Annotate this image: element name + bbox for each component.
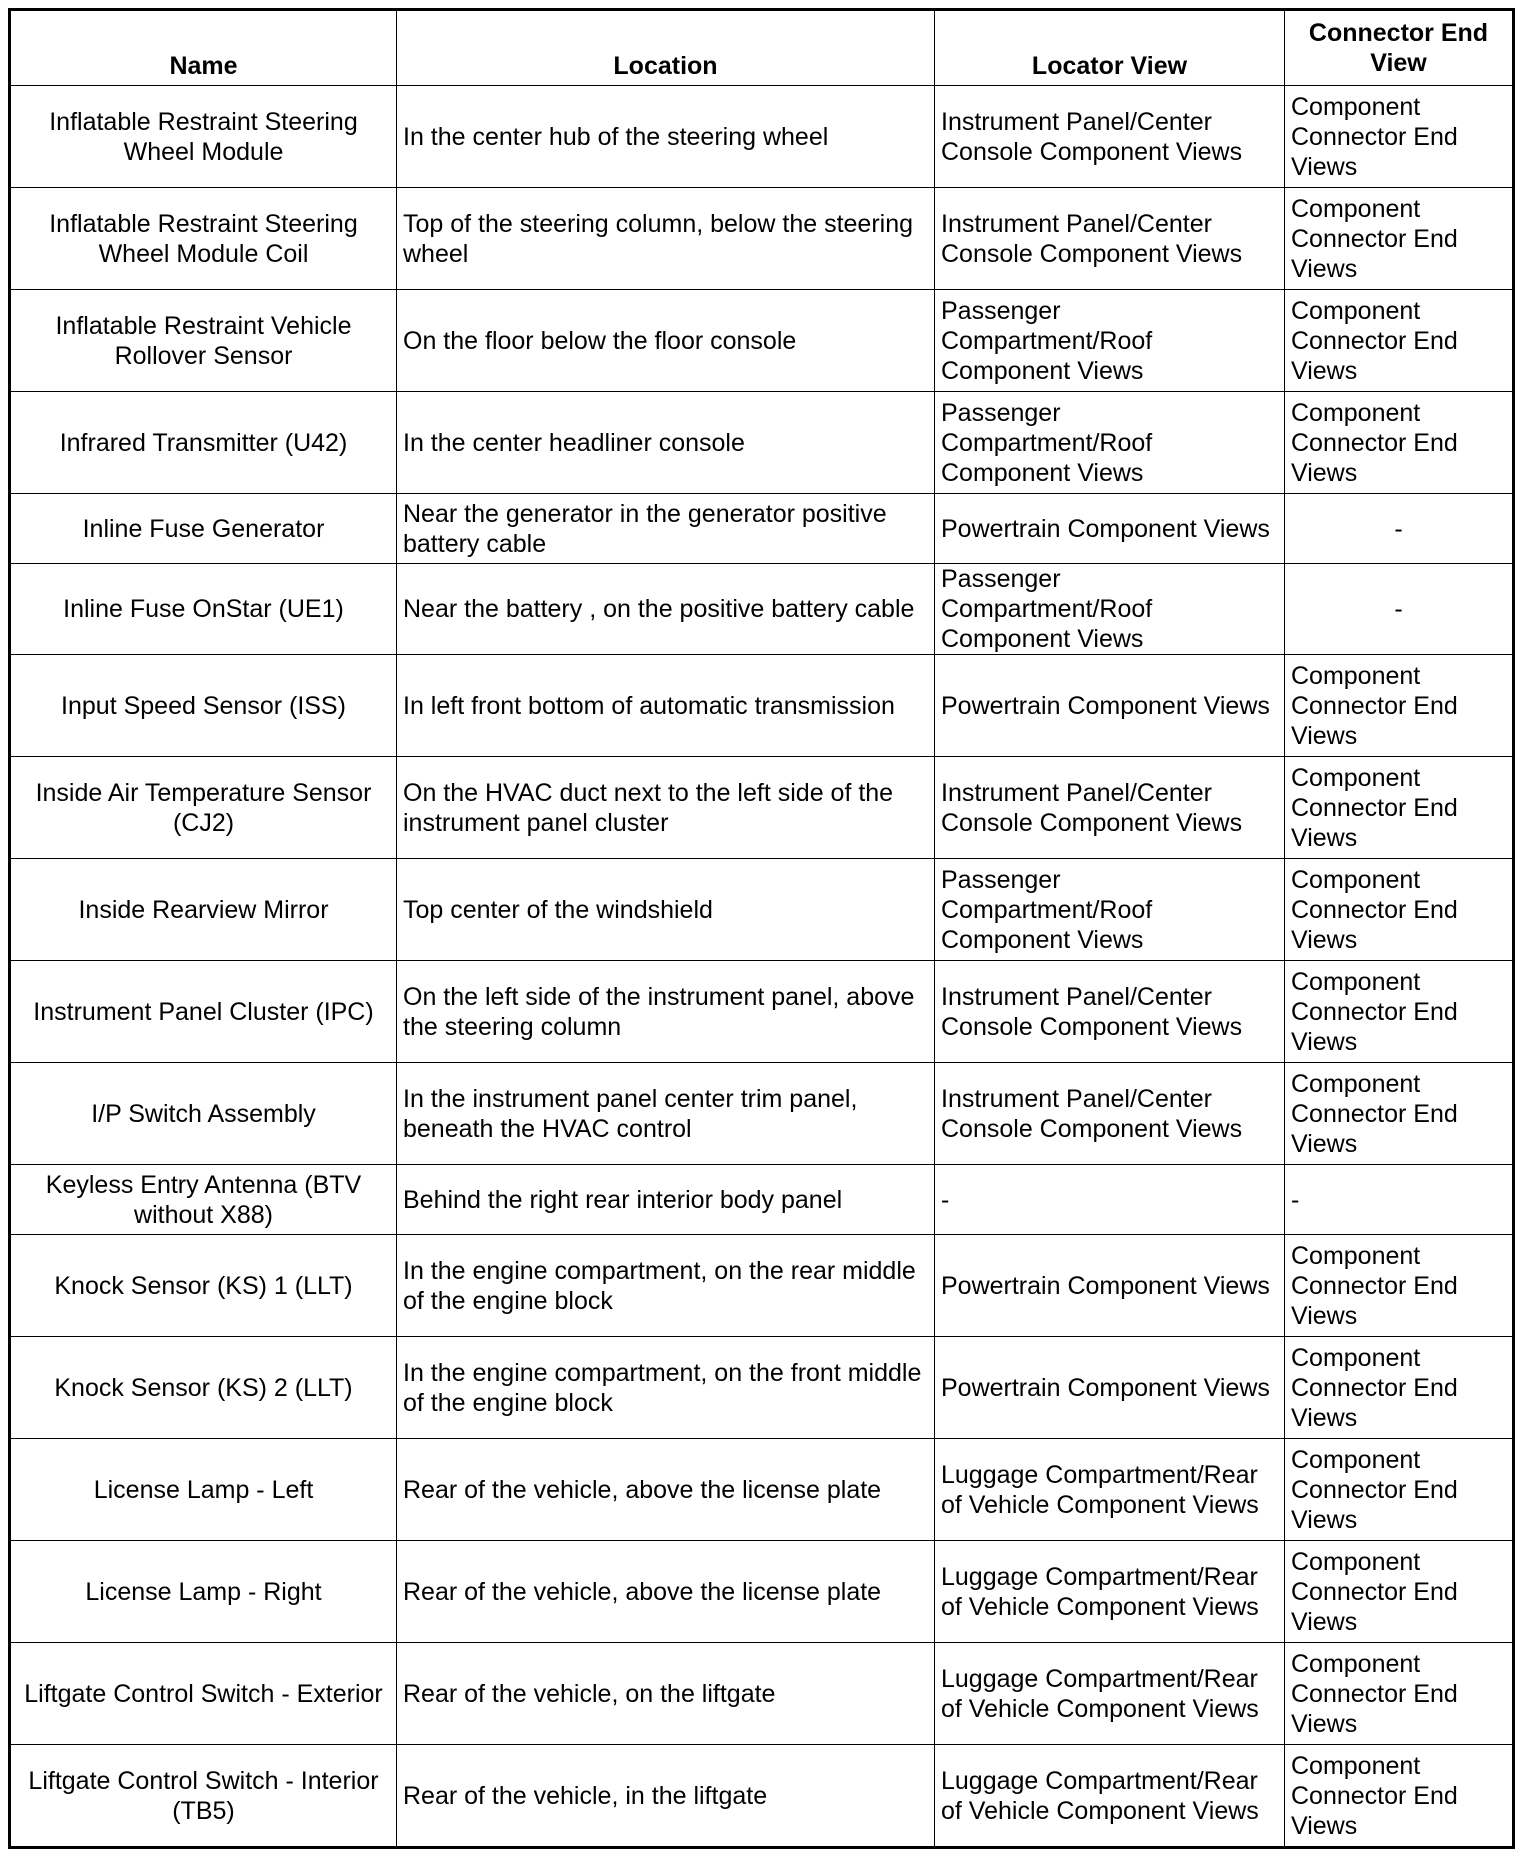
cell-location: Top center of the windshield: [397, 859, 935, 961]
cell-location: In the instrument panel center trim panel, beneath the HVAC control: [397, 1063, 935, 1165]
cell-name: Inflatable Restraint Steering Wheel Module: [10, 86, 397, 188]
cell-name: Liftgate Control Switch - Interior (TB5): [10, 1745, 397, 1848]
component-locator-table-container: [8, 8, 1512, 1849]
cell-locator-view: Instrument Panel/Center Console Component Views: [935, 188, 1285, 290]
table-row: [10, 1235, 1514, 1337]
header-location: Location: [397, 10, 935, 86]
cell-connector-end-view: Component Connector End Views: [1285, 1541, 1514, 1643]
header-locator-view: Locator View: [935, 10, 1285, 86]
cell-connector-end-view: Component Connector End Views: [1285, 392, 1514, 494]
cell-locator-view: Instrument Panel/Center Console Component Views: [935, 757, 1285, 859]
table-row: [10, 1745, 1514, 1848]
cell-connector-end-view: Component Connector End Views: [1285, 1439, 1514, 1541]
cell-connector-end-view: -: [1285, 494, 1514, 564]
header-name: Name: [10, 10, 397, 86]
cell-name: License Lamp - Right: [10, 1541, 397, 1643]
cell-location: Rear of the vehicle, above the license plate: [397, 1439, 935, 1541]
table-body: [10, 86, 1514, 1848]
cell-location: Rear of the vehicle, above the license plate: [397, 1541, 935, 1643]
cell-connector-end-view: Component Connector End Views: [1285, 1063, 1514, 1165]
cell-location: Rear of the vehicle, in the liftgate: [397, 1745, 935, 1848]
component-locator-table: [8, 8, 1515, 1849]
cell-location: In left front bottom of automatic transmission: [397, 655, 935, 757]
table-row: [10, 290, 1514, 392]
cell-location: In the engine compartment, on the rear middle of the engine block: [397, 1235, 935, 1337]
cell-locator-view: Instrument Panel/Center Console Component Views: [935, 1063, 1285, 1165]
cell-connector-end-view: Component Connector End Views: [1285, 188, 1514, 290]
table-row: [10, 1337, 1514, 1439]
cell-name: Inflatable Restraint Steering Wheel Module Coil: [10, 188, 397, 290]
cell-location: Rear of the vehicle, on the liftgate: [397, 1643, 935, 1745]
cell-name: Inside Rearview Mirror: [10, 859, 397, 961]
cell-connector-end-view: Component Connector End Views: [1285, 1337, 1514, 1439]
cell-locator-view: Powertrain Component Views: [935, 1337, 1285, 1439]
table-row: [10, 859, 1514, 961]
cell-connector-end-view: Component Connector End Views: [1285, 290, 1514, 392]
cell-name: Input Speed Sensor (ISS): [10, 655, 397, 757]
cell-locator-view: Passenger Compartment/Roof Component Views: [935, 859, 1285, 961]
table-row: [10, 564, 1514, 655]
cell-locator-view: Passenger Compartment/Roof Component Views: [935, 290, 1285, 392]
table-row: [10, 1165, 1514, 1235]
table-row: [10, 86, 1514, 188]
header-connector-end-view: Connector End View: [1285, 10, 1514, 86]
cell-location: On the HVAC duct next to the left side of the instrument panel cluster: [397, 757, 935, 859]
table-row: [10, 961, 1514, 1063]
cell-locator-view: Powertrain Component Views: [935, 494, 1285, 564]
cell-name: Instrument Panel Cluster (IPC): [10, 961, 397, 1063]
cell-name: Inflatable Restraint Vehicle Rollover Sensor: [10, 290, 397, 392]
cell-name: Keyless Entry Antenna (BTV without X88): [10, 1165, 397, 1235]
cell-locator-view: Powertrain Component Views: [935, 1235, 1285, 1337]
cell-locator-view: Luggage Compartment/Rear of Vehicle Component Views: [935, 1745, 1285, 1848]
cell-connector-end-view: Component Connector End Views: [1285, 1235, 1514, 1337]
cell-locator-view: Instrument Panel/Center Console Component Views: [935, 961, 1285, 1063]
cell-connector-end-view: Component Connector End Views: [1285, 1745, 1514, 1848]
cell-location: On the left side of the instrument panel, above the steering column: [397, 961, 935, 1063]
table-row: [10, 494, 1514, 564]
cell-location: In the center headliner console: [397, 392, 935, 494]
cell-location: Behind the right rear interior body panel: [397, 1165, 935, 1235]
cell-location: Near the battery , on the positive battery cable: [397, 564, 935, 655]
table-row: [10, 757, 1514, 859]
cell-connector-end-view: Component Connector End Views: [1285, 655, 1514, 757]
table-row: [10, 655, 1514, 757]
table-row: [10, 188, 1514, 290]
cell-name: Inline Fuse OnStar (UE1): [10, 564, 397, 655]
cell-name: Inline Fuse Generator: [10, 494, 397, 564]
cell-locator-view: Passenger Compartment/Roof Component Views: [935, 564, 1285, 655]
cell-connector-end-view: Component Connector End Views: [1285, 961, 1514, 1063]
cell-connector-end-view: Component Connector End Views: [1285, 859, 1514, 961]
cell-locator-view: Passenger Compartment/Roof Component Views: [935, 392, 1285, 494]
cell-connector-end-view: -: [1285, 1165, 1514, 1235]
cell-name: Infrared Transmitter (U42): [10, 392, 397, 494]
cell-locator-view: Powertrain Component Views: [935, 655, 1285, 757]
cell-location: Top of the steering column, below the steering wheel: [397, 188, 935, 290]
cell-location: In the center hub of the steering wheel: [397, 86, 935, 188]
cell-connector-end-view: -: [1285, 564, 1514, 655]
cell-connector-end-view: Component Connector End Views: [1285, 757, 1514, 859]
cell-name: Knock Sensor (KS) 1 (LLT): [10, 1235, 397, 1337]
table-row: [10, 1063, 1514, 1165]
cell-locator-view: Instrument Panel/Center Console Component Views: [935, 86, 1285, 188]
cell-connector-end-view: Component Connector End Views: [1285, 1643, 1514, 1745]
cell-locator-view: -: [935, 1165, 1285, 1235]
table-row: [10, 1541, 1514, 1643]
table-row: [10, 1439, 1514, 1541]
cell-locator-view: Luggage Compartment/Rear of Vehicle Component Views: [935, 1439, 1285, 1541]
cell-name: License Lamp - Left: [10, 1439, 397, 1541]
cell-locator-view: Luggage Compartment/Rear of Vehicle Component Views: [935, 1541, 1285, 1643]
cell-name: Inside Air Temperature Sensor (CJ2): [10, 757, 397, 859]
cell-name: Knock Sensor (KS) 2 (LLT): [10, 1337, 397, 1439]
table-row: [10, 1643, 1514, 1745]
table-header-row: [10, 10, 1514, 86]
cell-connector-end-view: Component Connector End Views: [1285, 86, 1514, 188]
cell-location: Near the generator in the generator positive battery cable: [397, 494, 935, 564]
cell-locator-view: Luggage Compartment/Rear of Vehicle Component Views: [935, 1643, 1285, 1745]
table-row: [10, 392, 1514, 494]
cell-location: On the floor below the floor console: [397, 290, 935, 392]
cell-name: I/P Switch Assembly: [10, 1063, 397, 1165]
cell-location: In the engine compartment, on the front middle of the engine block: [397, 1337, 935, 1439]
cell-name: Liftgate Control Switch - Exterior: [10, 1643, 397, 1745]
